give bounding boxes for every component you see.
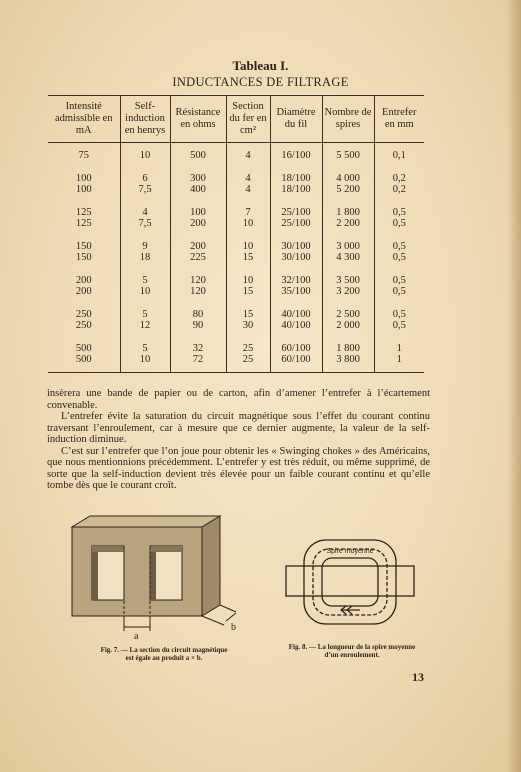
table-cell: 500 [170, 143, 226, 162]
figure-7-core-diagram [68, 513, 258, 643]
table-cell: 90 [170, 320, 226, 332]
figure-7-caption-line-2: est égale au produit a × b. [125, 654, 203, 662]
header-intensite: Intensité admissible en mA [48, 96, 120, 143]
figure-8-winding-diagram [280, 534, 420, 634]
table-cell: 2 000 [322, 320, 374, 332]
mean-turn-label: Spire moyenne [326, 548, 374, 555]
table-title: Tableau I. [232, 58, 289, 73]
table-cell: 2 500 [322, 298, 374, 321]
table-cell: 200 [75, 286, 92, 297]
table-cell: 0,2 [374, 162, 424, 185]
table-cell: 10 [226, 230, 270, 253]
paragraph-1: insèrera une bande de papier ou de carton, afin d’amener l’entrefer à l’écartement convenable. [47, 388, 430, 411]
table-cell: 3 000 [322, 230, 374, 253]
table-cell: 1 800 [322, 196, 374, 219]
table-cell: 30 [226, 320, 270, 332]
header-diametre-fil: Diamètre du fil [270, 96, 322, 143]
table-cell: 16/100 [270, 143, 322, 162]
table-row [48, 332, 424, 355]
table-cell: 0,5 [374, 196, 424, 219]
table-cell: 4 [226, 162, 270, 185]
table-cell: 0,5 [374, 264, 424, 287]
table-row [48, 354, 424, 372]
header-section-fer: Section du fer en cm² [226, 96, 270, 143]
table-cell: 400 [170, 184, 226, 196]
header-entrefer: Entrefer en mm [374, 96, 424, 143]
table-cell: 32 [170, 332, 226, 355]
body-text [47, 388, 430, 492]
table-header-row [48, 96, 424, 143]
page-edge-shadow [507, 0, 521, 772]
table-cell: 150 [75, 240, 92, 252]
dimension-b-label: b [231, 622, 236, 633]
table-cell: 100 [170, 196, 226, 219]
figure-7-caption [64, 646, 264, 662]
table-cell: 225 [170, 252, 226, 264]
table-cell: 200 [75, 274, 92, 286]
table-row [48, 184, 424, 196]
table-cell: 300 [170, 162, 226, 185]
header-resistance: Résistance en ohms [170, 96, 226, 143]
table-cell: 125 [75, 206, 92, 218]
table-cell: 25/100 [270, 196, 322, 219]
table-cell: 5 500 [322, 143, 374, 162]
table-cell: 30/100 [270, 252, 322, 264]
table-cell: 10 [120, 286, 170, 298]
table-cell: 18 [120, 252, 170, 264]
inductance-table [48, 95, 424, 373]
table-cell: 1 800 [322, 332, 374, 355]
table-cell: 4 000 [322, 162, 374, 185]
table-cell: 7,5 [120, 184, 170, 196]
table-subtitle: INDUCTANCES DE FILTRAGE [172, 75, 349, 89]
table-cell: 3 500 [322, 264, 374, 287]
table-cell: 0,5 [374, 252, 424, 264]
table-cell: 4 300 [322, 252, 374, 264]
table-cell: 18/100 [270, 184, 322, 196]
table-cell: 125 [75, 218, 92, 229]
table-cell: 0,5 [374, 298, 424, 321]
table-cell: 32/100 [270, 264, 322, 287]
table-cell: 18/100 [270, 162, 322, 185]
table-cell: 0,5 [374, 320, 424, 332]
table-cell: 500 [75, 342, 92, 354]
table-cell: 3 200 [322, 286, 374, 298]
table-cell: 72 [170, 354, 226, 372]
core-right-face [202, 516, 220, 616]
table-cell: 12 [120, 320, 170, 332]
figure-7-caption-line-1: Fig. 7. — La section du circuit magnétique [100, 646, 228, 654]
figure-8-caption-line-2: d’un enroulement. [324, 651, 380, 659]
table-row [48, 298, 424, 321]
table-cell: 7,5 [120, 218, 170, 230]
table-cell: 5 [120, 298, 170, 321]
table-row [48, 286, 424, 298]
table-row [48, 230, 424, 253]
table-cell: 40/100 [270, 298, 322, 321]
table-cell: 25 [226, 332, 270, 355]
table-cell: 25/100 [270, 218, 322, 230]
table-row [48, 143, 424, 162]
table-cell: 0,5 [374, 218, 424, 230]
table-cell: 200 [170, 218, 226, 230]
table-cell: 10 [226, 218, 270, 230]
table-cell: 35/100 [270, 286, 322, 298]
table-cell: 15 [226, 286, 270, 298]
table-cell: 120 [170, 264, 226, 287]
table-cell: 5 [120, 332, 170, 355]
table-cell: 10 [120, 143, 170, 162]
table-body [48, 143, 424, 373]
table-cell: 30/100 [270, 230, 322, 253]
table-cell: 40/100 [270, 320, 322, 332]
table-cell: 10 [226, 264, 270, 287]
dimension-a-label: a [134, 631, 139, 642]
table-cell: 2 200 [322, 218, 374, 230]
table-cell: 5 [120, 264, 170, 287]
figure-8-caption-line-1: Fig. 8. — La longueur de la spire moyenne [288, 643, 416, 651]
table-cell: 10 [120, 354, 170, 372]
core-bar [286, 566, 414, 596]
table-cell: 6 [120, 162, 170, 185]
table-cell: 0,5 [374, 230, 424, 253]
table-cell: 250 [75, 320, 92, 331]
header-nombre-spires: Nombre de spires [322, 96, 374, 143]
table-cell: 3 800 [322, 354, 374, 372]
mean-turn-path [313, 549, 387, 615]
table-cell: 4 [226, 184, 270, 196]
table-cell: 500 [48, 354, 120, 372]
paragraph-3: C’est sur l’entrefer que l’on joue pour obtenir les « Swinging chokes » des Américains, que nous mentionnions précédemment. L’entrefer y est très réduit, ou même supprimé, de sorte que la self-induction devient très élevée pour un faible courant continu et qu’elle tombe dès que le courant croît. [47, 445, 430, 491]
table-cell: 1 [374, 332, 424, 355]
table-cell: 0,2 [374, 184, 424, 196]
table-row [48, 162, 424, 185]
core-top-face [72, 516, 220, 527]
winding-inner [322, 558, 378, 606]
table-row [48, 218, 424, 230]
table-cell: 80 [170, 298, 226, 321]
table-cell: 100 [75, 172, 92, 184]
table-cell: 0,5 [374, 286, 424, 298]
table-cell: 250 [75, 308, 92, 320]
header-self-induction: Self-induction en henrys [120, 96, 170, 143]
paragraph-2: L’entrefer évite la saturation du circuit magnétique sous l’effet du courant continu traversant l’enroulement, car à mesure que ce dernier augmente, la valeur de la self-induction diminue. [47, 411, 430, 445]
table-cell: 150 [75, 252, 92, 263]
table-cell: 75 [78, 150, 89, 161]
table-cell: 15 [226, 252, 270, 264]
table-row [48, 252, 424, 264]
table-cell: 7 [226, 196, 270, 219]
table-row [48, 196, 424, 219]
table-cell: 60/100 [270, 354, 322, 372]
table-cell: 4 [226, 143, 270, 162]
table-cell: 15 [226, 298, 270, 321]
table-cell: 5 200 [322, 184, 374, 196]
page-number: 13 [412, 670, 424, 684]
table-cell: 4 [120, 196, 170, 219]
table-row [48, 320, 424, 332]
table-cell: 100 [75, 184, 92, 195]
table-cell: 120 [170, 286, 226, 298]
table-row [48, 264, 424, 287]
table-cell: 1 [374, 354, 424, 372]
table-cell: 60/100 [270, 332, 322, 355]
figure-8-caption [272, 643, 432, 659]
table-cell: 0,1 [374, 143, 424, 162]
table-cell: 9 [120, 230, 170, 253]
table-cell: 200 [170, 230, 226, 253]
table-cell: 25 [226, 354, 270, 372]
